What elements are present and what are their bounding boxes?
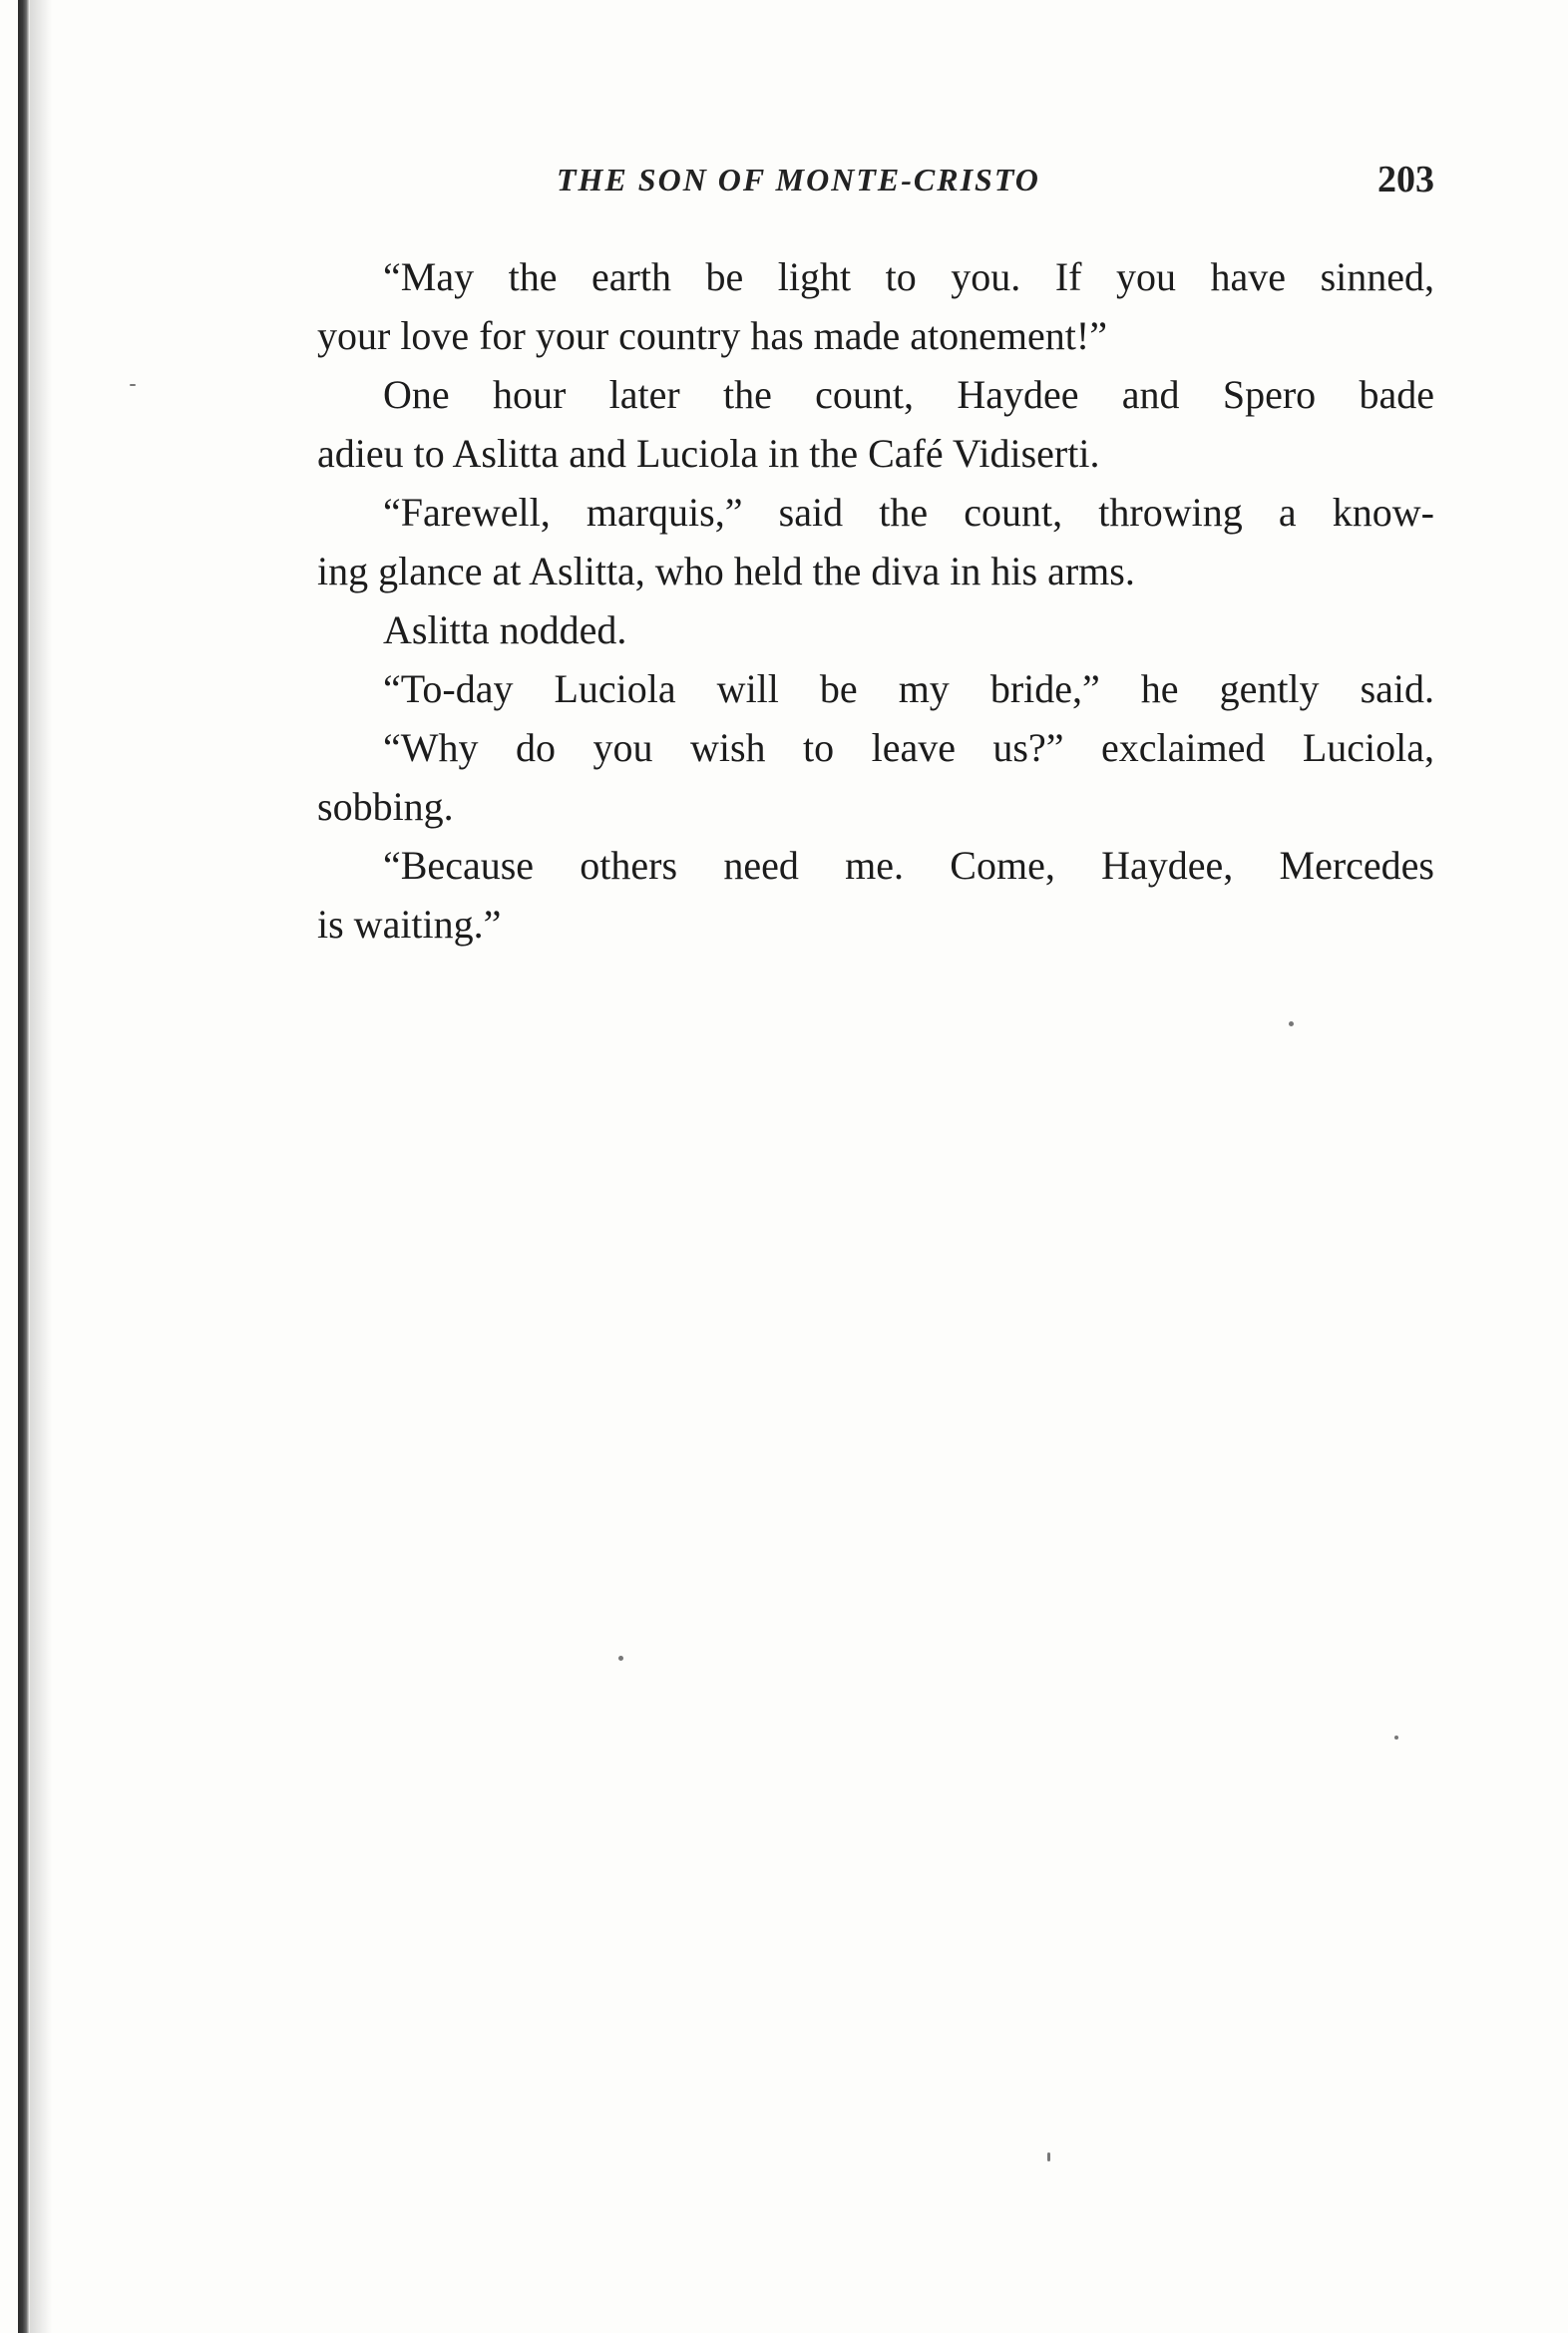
text-line: your love for your country has made atonement!”: [317, 313, 1107, 358]
scan-speck: [1047, 2152, 1050, 2161]
text-line: One hour later the count, Haydee and Spero bade: [383, 372, 1434, 417]
paragraph-2: [257, 365, 1434, 483]
running-title: THE SON OF MONTE-CRISTO: [557, 162, 1040, 197]
body-text: [257, 247, 1434, 954]
binding-shadow: [30, 0, 52, 2333]
text-line: “Because others need me. Come, Haydee, Mercedes: [383, 843, 1434, 888]
text-line: “May the earth be light to you. If you have sinned,: [383, 254, 1434, 299]
page-header: [257, 158, 1434, 207]
text-line: is waiting.”: [317, 902, 502, 947]
text-line: Aslitta nodded.: [383, 607, 627, 652]
text-line: “Why do you wish to leave us?” exclaimed Luciola,: [383, 725, 1434, 770]
paragraph-6: [257, 718, 1434, 836]
paragraph-3: [257, 483, 1434, 600]
paragraph-1: [257, 247, 1434, 365]
text-line: sobbing.: [317, 784, 454, 829]
text-line: “To-day Luciola will be my bride,” he gently said.: [383, 666, 1434, 711]
scan-speck: [1394, 1736, 1398, 1740]
page-number: 203: [1377, 159, 1434, 200]
scan-speck: [1289, 1021, 1294, 1026]
text-line: adieu to Aslitta and Luciola in the Café Vidiserti.: [317, 431, 1100, 476]
scan-speck: [130, 384, 136, 386]
text-line: ing glance at Aslitta, who held the diva in his arms.: [317, 549, 1135, 593]
text-line: “Farewell, marquis,” said the count, throwing a know-: [383, 490, 1434, 535]
paragraph-5: [257, 659, 1434, 718]
paragraph-7: [257, 836, 1434, 954]
scan-speck: [618, 1656, 623, 1661]
binding-edge: [18, 0, 30, 2333]
paragraph-4: [257, 600, 1434, 659]
